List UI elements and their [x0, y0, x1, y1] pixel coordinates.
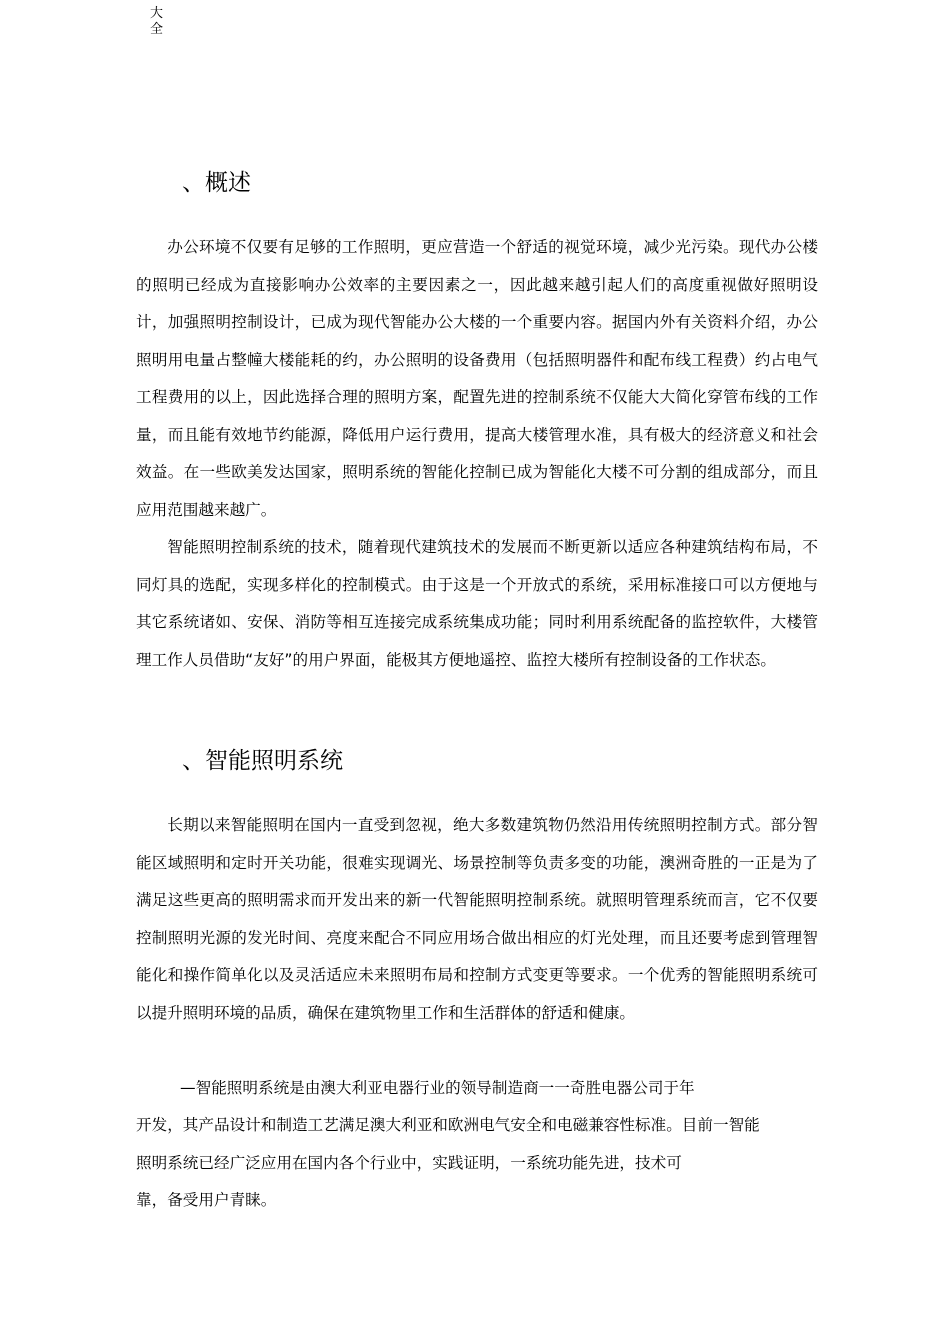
- corner-mark: [150, 6, 164, 38]
- smart-lighting-line-4: 靠，备受用户青睐。: [136, 1191, 277, 1209]
- smart-lighting-line-3: 照明系统已经广泛应用在国内各个行业中，实践证明，一系统功能先进，技术可: [136, 1154, 682, 1172]
- smart-lighting-paragraph-1: 长期以来智能照明在国内一直受到忽视，绝大多数建筑物仍然沿用传统照明控制方式。部分智能区域照明和定时开关功能，很难实现调光、场景控制等负责多变的功能，澳洲奇胜的一正是为了满足这些更高的照明需求而开发出来的新一代智能照明控制系统。就照明管理系统而言，它不仅要控制照明光源的发光时间、亮度来配合不同应用场合做出相应的灯光处理，而且还要考虑到管理智能化和操作简单化以及灵活适应未来照明布局和控制方式变更等要求。一个优秀的智能照明系统可以提升照明环境的品质，确保在建筑物里工作和生活群体的舒适和健康。: [136, 816, 818, 1022]
- smart-lighting-line-2: 开发，其产品设计和制造工艺满足澳大利亚和欧洲电气安全和电磁兼容性标准。目前一智能: [136, 1116, 760, 1134]
- overview-paragraph-1: 办公环境不仅要有足够的工作照明，更应营造一个舒适的视觉环境，减少光污染。现代办公楼的照明已经成为直接影响办公效率的主要因素之一，因此越来越引起人们的高度重视做好照明设计，加强照明控制设计，已成为现代智能办公大楼的一个重要内容。据国内外有关资料介绍，办公照明用电量占整幢大楼能耗的约，办公照明的设备费用（包括照明器件和配布线工程费）约占电气工程费用的以上，因此选择合理的照明方案，配置先进的控制系统不仅能大大简化穿管布线的工作量，而且能有效地节约能源，降低用户运行费用，提高大楼管理水准，具有极大的经济意义和社会效益。在一些欧美发达国家，照明系统的智能化控制已成为智能化大楼不可分割的组成部分，而且应用范围越来越广。: [136, 238, 818, 519]
- overview-paragraph-2: 智能照明控制系统的技术，随着现代建筑技术的发展而不断更新以适应各种建筑结构布局，不同灯具的选配，实现多样化的控制模式。由于这是一个开放式的系统，采用标准接口可以方便地与其它系统诸如、安保、消防等相互连接完成系统集成功能；同时利用系统配备的监控软件，大楼管理工作人员借助“友好”的用户界面，能极其方便地遥控、监控大楼所有控制设备的工作状态。: [136, 538, 818, 669]
- corner-mark-char: 全: [150, 22, 164, 37]
- section-heading-overview: 、概述: [182, 170, 251, 196]
- smart-lighting-line-1: —智能照明系统是由澳大利亚电器行业的领导制造商一一奇胜电器公司于年: [180, 1079, 695, 1097]
- section-heading-smart-lighting: 、智能照明系统: [182, 748, 343, 774]
- corner-mark-char: 大: [150, 6, 164, 21]
